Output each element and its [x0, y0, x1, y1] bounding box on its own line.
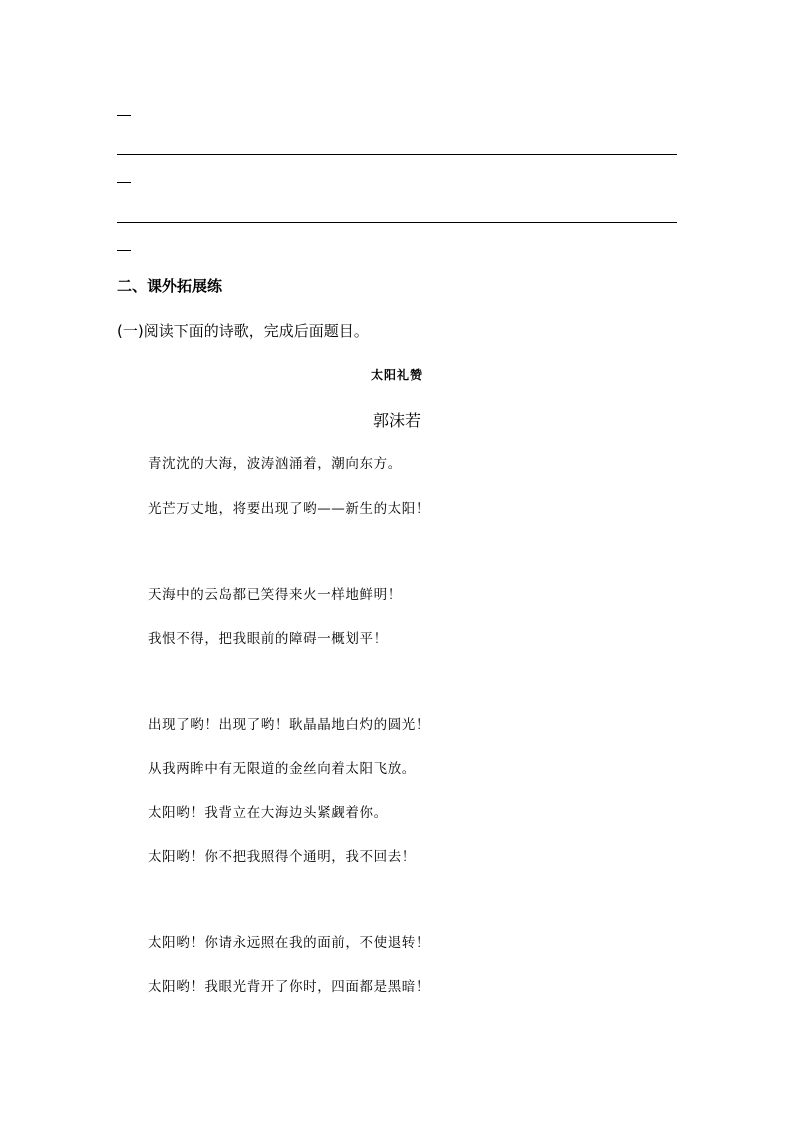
answer-dash-2	[117, 182, 131, 183]
section-heading: 二、课外拓展练	[117, 277, 223, 295]
poem-line: 我恨不得，把我眼前的障碍一概划平！	[148, 631, 388, 647]
poem-line: 光芒万丈地，将要出现了哟——新生的太阳！	[148, 501, 430, 517]
answer-dash-1	[117, 115, 131, 116]
answer-line-2[interactable]	[117, 222, 677, 223]
answer-dash-3	[117, 250, 131, 251]
poem-line: 太阳哟！你请永远照在我的面前，不使退转！	[148, 935, 430, 951]
poem-line: 太阳哟！我背立在大海边头紧觑着你。	[148, 805, 388, 821]
poem-line: 青沈沈的大海，波涛汹涌着，潮向东方。	[148, 456, 402, 472]
reading-instruction: (一)阅读下面的诗歌，完成后面题目。	[117, 322, 369, 340]
answer-line-1[interactable]	[117, 154, 677, 155]
poem-line: 从我两眸中有无限道的金丝向着太阳飞放。	[148, 761, 416, 777]
poem-author: 郭沫若	[372, 411, 421, 430]
poem-line: 出现了哟！出现了哟！耿晶晶地白灼的圆光！	[148, 717, 430, 733]
poem-line: 天海中的云岛都已笑得来火一样地鲜明！	[148, 587, 402, 603]
poem-title: 太阳礼赞	[370, 368, 423, 382]
poem-line: 太阳哟！你不把我照得个通明，我不回去！	[148, 849, 416, 865]
poem-line: 太阳哟！我眼光背开了你时，四面都是黑暗！	[148, 979, 430, 995]
